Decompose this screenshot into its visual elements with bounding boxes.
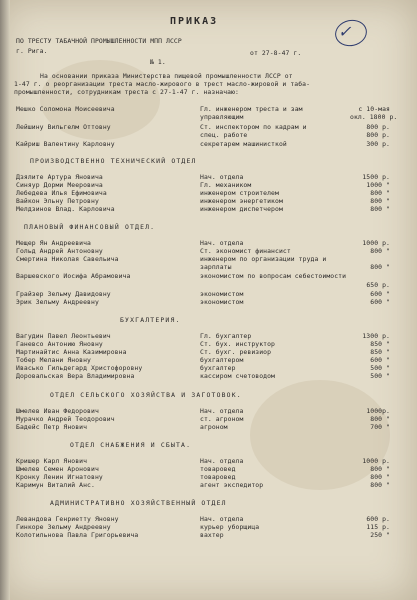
- employee-position: экономистом: [200, 298, 244, 306]
- employee-position: зарплаты: [200, 263, 232, 271]
- employee-name: Колотильнова Павла Григорьевича: [16, 531, 139, 539]
- employee-salary: 1000 ": [366, 181, 390, 189]
- page-binding-edge: [0, 0, 10, 600]
- employee-salary: 800 ": [370, 197, 390, 205]
- employee-name: Кришер Карл Янович: [16, 457, 88, 465]
- employee-salary: 1500 р.: [362, 173, 390, 181]
- employee-position: кассиром счетоводом: [200, 372, 276, 380]
- employee-position: Ст. инспектором по кадрам и: [200, 123, 307, 131]
- employee-name: Мещер Ян Андреевича: [16, 239, 92, 247]
- section-heading: ПЛАНОВЫЙ ФИНАНСОВЫЙ ОТДЕЛ.: [24, 223, 156, 231]
- employee-salary: 115 р.: [366, 523, 390, 531]
- employee-name: Ивасько Гильдегард Христофоровну: [16, 364, 143, 372]
- employee-name: Лейшину Вильгелм Оттовну: [16, 123, 111, 131]
- employee-salary: 800 ": [370, 263, 390, 271]
- employee-position: агроном: [200, 423, 228, 431]
- employee-name: Мелдзинов Влад. Карловича: [16, 205, 115, 213]
- employee-name: Каримун Виталий Анс.: [16, 481, 95, 489]
- employee-name: Лебедева Илья Ефимовича: [16, 189, 107, 197]
- employee-salary: 600 р.: [366, 515, 390, 523]
- employee-position: бухгалтер: [200, 364, 236, 372]
- employee-position: Гл. механиком: [200, 181, 252, 189]
- employee-position: Нач. отдела: [200, 173, 244, 181]
- employee-salary: 800 ": [370, 189, 390, 197]
- employee-position: инженером по организации труда и: [200, 255, 327, 263]
- handwritten-mark-icon: ✓: [338, 22, 352, 41]
- employee-name: Вагудин Павел Леонтьевич: [16, 332, 111, 340]
- employee-position: Ст. экономист финансист: [200, 247, 291, 255]
- employee-name: Синяур Дорми Мееровича: [16, 181, 103, 189]
- section-heading: БУХГАЛТЕРИЯ.: [120, 316, 181, 324]
- employee-name: Мартинайтис Анна Казимировна: [16, 348, 127, 356]
- employee-position: Ст. бухг. ревизиор: [200, 348, 272, 356]
- employee-position: товаровед: [200, 465, 236, 473]
- intro-line: На основании приказа Министерства пищевой промышленности ЛССР от: [40, 72, 293, 80]
- employee-position: секретарем машинисткой: [200, 140, 287, 148]
- employee-name: Гольд Андрей Антоновну: [16, 247, 103, 255]
- employee-name: Мурачко Андрей Теодорович: [16, 415, 115, 423]
- employee-salary: 800 ": [370, 465, 390, 473]
- employee-position: управляющим: [200, 113, 244, 121]
- employee-position: экономистом: [200, 290, 244, 298]
- employee-name: Дзялите Артура Яновича: [16, 173, 103, 181]
- section-heading: ОТДЕЛ СЕЛЬСКОГО ХОЗЯЙСТВА И ЗАГОТОВОК.: [50, 391, 242, 399]
- header-date: от 27-8-47 г.: [250, 49, 302, 57]
- employee-salary: 800 ": [370, 415, 390, 423]
- employee-position: бухгалтером: [200, 356, 244, 364]
- employee-position: инженером диспетчером: [200, 205, 283, 213]
- header-city: г. Рига.: [16, 47, 48, 55]
- employee-name: Вайкон Эльну Петровну: [16, 197, 99, 205]
- employee-salary: 1000 р.: [362, 239, 390, 247]
- employee-position: экономистом по вопросам себестоимости: [200, 272, 347, 280]
- employee-salary: 500 ": [370, 364, 390, 372]
- employee-name: Бадейс Петр Янович: [16, 423, 88, 431]
- order-number: № 1.: [150, 58, 166, 66]
- employee-salary: 800 ": [370, 247, 390, 255]
- employee-salary: 250 ": [370, 531, 390, 539]
- employee-position: курьер уборщица: [200, 523, 260, 531]
- employee-position: Нач. отдела: [200, 239, 244, 247]
- employee-salary: 300 р.: [366, 140, 390, 148]
- employee-salary: 600 ": [370, 298, 390, 306]
- employee-name: Кайриш Валентину Карловну: [16, 140, 115, 148]
- section-heading: ОТДЕЛ СНАБЖЕНИЯ И СБЫТА.: [70, 441, 192, 449]
- employee-salary: 500 ": [370, 372, 390, 380]
- employee-position: инженером строителем: [200, 189, 279, 197]
- employee-name: Ганевсо Антонию Яновну: [16, 340, 103, 348]
- employee-position: Ст. бух. инструктор: [200, 340, 276, 348]
- employee-salary: 800 ": [370, 481, 390, 489]
- employee-salary: 650 р.: [366, 281, 390, 289]
- intro-line: 1-47 г. о реорганизации треста масло-жирового в трест масло-жировой и таба-: [14, 80, 311, 88]
- employee-salary: 600 ": [370, 356, 390, 364]
- section-heading: ПРОИЗВОДСТВЕННО ТЕХНИЧЕСКИЙ ОТДЕЛ: [30, 157, 197, 165]
- document-title: ПРИКАЗ: [170, 16, 219, 27]
- header-organization: ПО ТРЕСТУ ТАБАЧНОЙ ПРОМЫШЛЕННОСТИ МПП ЛССР: [16, 37, 182, 45]
- employee-name: Эрик Зельму Андреевну: [16, 298, 99, 306]
- employee-position: инженером энергетиком: [200, 197, 283, 205]
- intro-line: промышленности, сотрудникам треста с 27-1-47 г. назначаю:: [14, 88, 240, 96]
- employee-salary: 850 ": [370, 348, 390, 356]
- employee-salary: 800 р.: [366, 131, 390, 139]
- employee-salary: окл. 1800 р.: [350, 113, 398, 121]
- employee-name: Доровальская Вера Владимировна: [16, 372, 135, 380]
- employee-position: товаровед: [200, 473, 236, 481]
- employee-name: Варшевского Иосифа Абрамовича: [16, 272, 131, 280]
- employee-position: агент экспедитор: [200, 481, 264, 489]
- section-heading: АДМИНИСТРАТИВНО ХОЗЯЙСТВЕННЫЙ ОТДЕЛ: [50, 499, 227, 507]
- employee-salary: 700 ": [370, 423, 390, 431]
- employee-name: Гинкоре Зельму Андреевну: [16, 523, 111, 531]
- employee-salary: 1000 р.: [362, 457, 390, 465]
- employee-salary: 800 ": [370, 473, 390, 481]
- employee-name: Шмелев Семен Аронович: [16, 465, 99, 473]
- employee-name: Кронку Ленин Игнатовну: [16, 473, 103, 481]
- employee-name: Левандова Генриетту Яновну: [16, 515, 119, 523]
- employee-position: Гл. бухгалтер: [200, 332, 252, 340]
- employee-salary: 1000р.: [366, 407, 390, 415]
- employee-name: Мешко Соломона Моисеевича: [16, 105, 115, 113]
- employee-salary: с 10-мая: [358, 105, 390, 113]
- employee-name: Грайзер Зельму Давидовну: [16, 290, 111, 298]
- employee-salary: 850 ": [370, 340, 390, 348]
- employee-position: Нач. отдела: [200, 457, 244, 465]
- employee-name: Тобер Мелани Яновну: [16, 356, 92, 364]
- employee-position: Гл. инженером треста и зам: [200, 105, 303, 113]
- employee-name: Шмелев Иван Федорович: [16, 407, 99, 415]
- employee-position: ст. агроном: [200, 415, 244, 423]
- employee-salary: 600 ": [370, 290, 390, 298]
- employee-salary: 800 ": [370, 205, 390, 213]
- employee-position: спец. работе: [200, 131, 248, 139]
- employee-salary: 800 р.: [366, 123, 390, 131]
- employee-position: Нач. отдела: [200, 407, 244, 415]
- employee-name: Смертина Николая Савельича: [16, 255, 119, 263]
- employee-position: Нач. отдела: [200, 515, 244, 523]
- employee-position: вахтер: [200, 531, 224, 539]
- employee-salary: 1300 р.: [362, 332, 390, 340]
